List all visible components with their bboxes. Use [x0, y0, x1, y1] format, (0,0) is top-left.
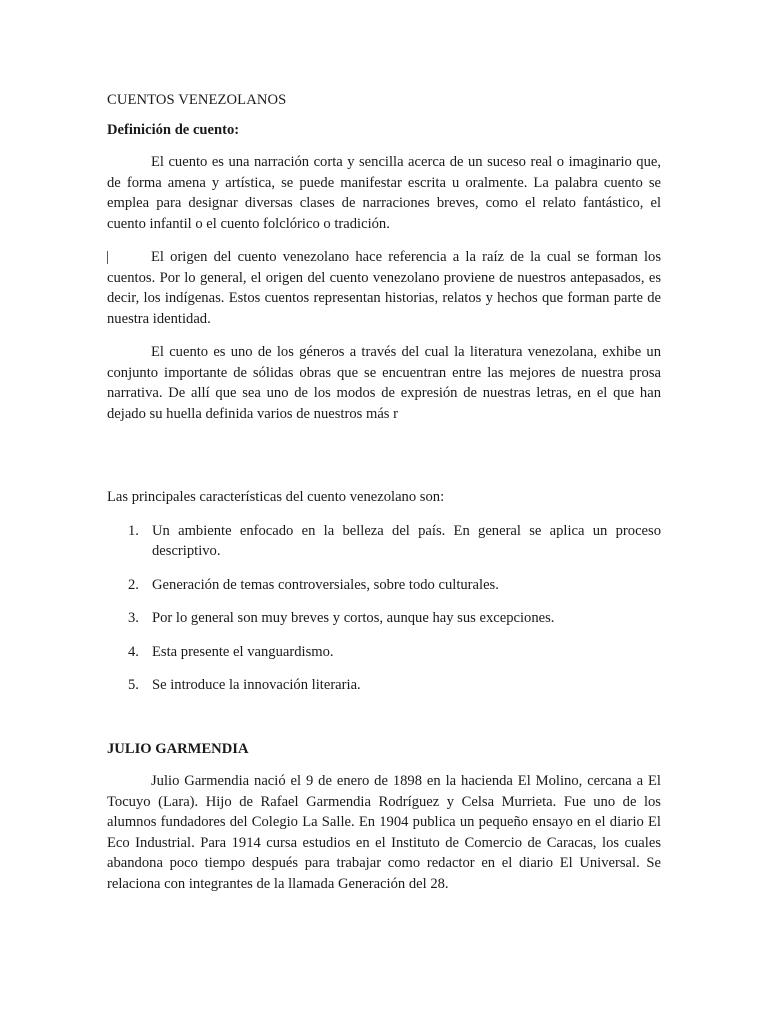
features-intro: Las principales características del cuento venezolano son:	[107, 489, 445, 505]
paragraph-origin-text: El origen del cuento venezolano hace referencia a la raíz de la cual se forman los cuentos. Por lo general, el origen del cuento venezolano proviene de nuestros antepasados, es decir, los indígenas. Estos cuentos representan historias, relatos y hechos que forman parte de nuestra identidad.	[107, 249, 661, 327]
document-body[interactable]	[107, 90, 661, 907]
document-title: CUENTOS VENEZOLANOS	[107, 92, 287, 108]
blank-line	[107, 437, 661, 487]
list-item	[107, 575, 661, 596]
list-item	[107, 642, 661, 663]
text-cursor: |	[106, 249, 109, 265]
paragraph-genre: El cuento es uno de los géneros a través del cual la literatura venezolana, exhibe un conjunto importante de sólidas obras que se encuentran entre las mejores de nuestra prosa narrativa. De allí que sea uno de los modos de expresión de nuestras letras, en el que han dejado su huella definida varios de nuestros más r	[107, 344, 661, 422]
list-item-text: Esta presente el vanguardismo.	[152, 643, 334, 660]
bio-heading: JULIO GARMENDIA	[107, 740, 249, 757]
paragraph-origin	[107, 247, 661, 329]
list-item	[107, 521, 661, 562]
list-item-text: Generación de temas controversiales, sobre todo culturales.	[152, 576, 499, 593]
list-item-number: 3.	[128, 610, 139, 626]
list-item-text: Por lo general son muy breves y cortos, aunque hay sus excepciones.	[152, 610, 555, 626]
features-list	[107, 521, 661, 696]
list-item-text: Se introduce la innovación literaria.	[152, 677, 361, 693]
list-item-number: 4.	[128, 643, 139, 660]
list-item	[107, 675, 661, 696]
paragraph-definition: El cuento es una narración corta y sencilla acerca de un suceso real o imaginario que, de forma amena y artística, se puede manifestar escrita u oralmente. La palabra cuento se emplea para designar diversas clases de narraciones breves, como el relato fantástico, el cuento infantil o el cuento folclórico o tradición.	[107, 154, 661, 232]
list-item-number: 5.	[128, 677, 139, 693]
list-item-number: 2.	[128, 576, 139, 593]
list-item-number: 1.	[128, 522, 139, 539]
paragraph-bio: Julio Garmendia nació el 9 de enero de 1898 en la hacienda El Molino, cercana a El Tocuyo (Lara). Hijo de Rafael Garmendia Rodríguez y Celsa Murrieta. Fue uno de los alumnos fundadores del Colegio La Salle. En 1904 publica un pequeño ensayo en el diario El Eco Industrial. Para 1914 cursa estudios en el Instituto de Comercio de Caracas, los cuales abandona poco tiempo después para trabajar como redactor en el diario El Universal. Se relaciona con integrantes de la llamada Generación del 28.	[107, 773, 661, 892]
list-item-text: Un ambiente enfocado en la belleza del país. En general se aplica un proceso descriptivo.	[152, 522, 661, 559]
definition-heading: Definición de cuento:	[107, 121, 240, 138]
list-item	[107, 608, 661, 629]
blank-line	[107, 709, 661, 739]
